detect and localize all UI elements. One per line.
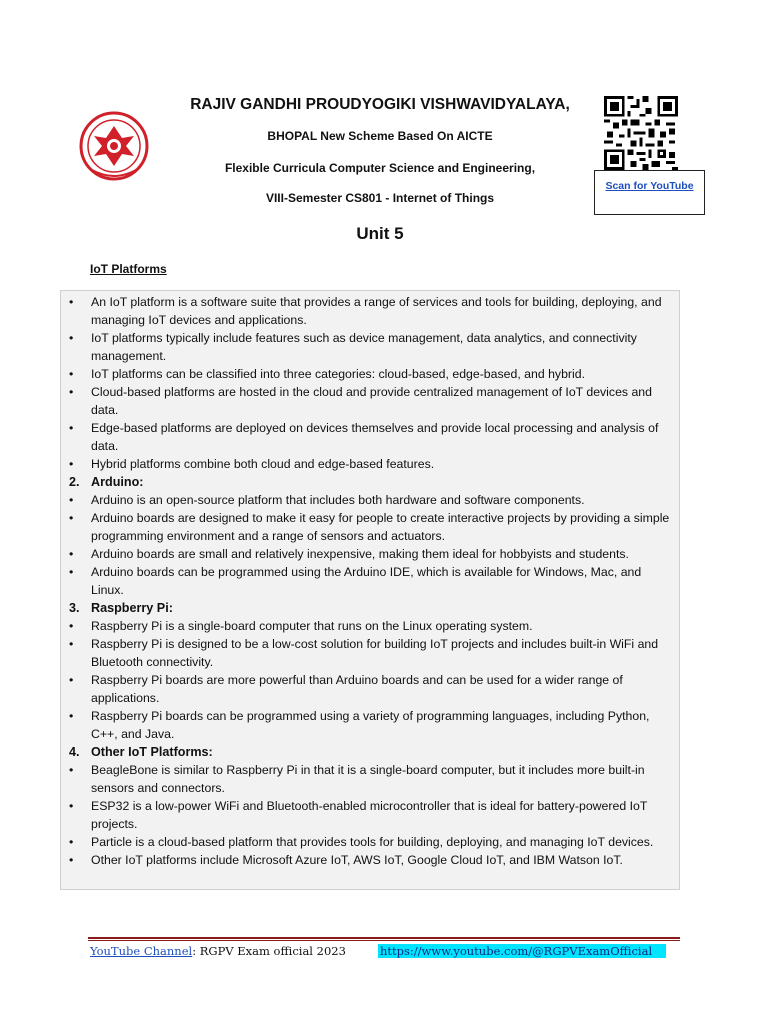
bullet-marker: • bbox=[69, 421, 74, 435]
qr-caption-box bbox=[594, 170, 705, 215]
item-text: ESP32 is a low-power WiFi and Bluetooth-enabled microcontroller that is ideal for battery-powered IoT projects. bbox=[91, 799, 648, 831]
list-item bbox=[61, 293, 679, 329]
university-name: RAJIV GANDHI PROUDYOGIKI VISHWAVIDYALAYA, bbox=[190, 96, 570, 113]
item-text: Other IoT platforms include Microsoft Azure IoT, AWS IoT, Google Cloud IoT, and IBM Watson IoT. bbox=[91, 853, 623, 867]
bullet-marker: • bbox=[69, 385, 74, 399]
bullet-marker: • bbox=[69, 331, 74, 345]
section-title: IoT Platforms bbox=[90, 262, 167, 276]
list-item bbox=[61, 383, 679, 419]
header-line-4: VIII-Semester CS801 - Internet of Things bbox=[265, 191, 495, 205]
bullet-marker: • bbox=[69, 295, 74, 309]
header-line-2: BHOPAL New Scheme Based On AICTE bbox=[267, 129, 493, 143]
scan-for-youtube-link[interactable]: Scan for YouTube bbox=[605, 180, 694, 192]
item-text: Other IoT Platforms: bbox=[91, 745, 213, 759]
unit-title: Unit 5 bbox=[356, 224, 404, 243]
bullet-marker: • bbox=[69, 493, 74, 507]
bullet-marker: • bbox=[69, 799, 74, 813]
bullet-marker: • bbox=[69, 709, 74, 723]
list-item bbox=[61, 365, 679, 383]
list-item bbox=[61, 419, 679, 455]
footer-channel bbox=[90, 944, 346, 958]
list-item bbox=[61, 455, 679, 473]
list-item bbox=[61, 491, 679, 509]
item-text: Raspberry Pi boards can be programmed using a variety of programming languages, including Python, C++, and Java. bbox=[91, 709, 650, 741]
item-text: Arduino boards can be programmed using the Arduino IDE, which is available for Windows, Mac, and Linux. bbox=[91, 565, 642, 597]
bullet-marker: • bbox=[69, 565, 74, 579]
item-text: Raspberry Pi is a single-board computer that runs on the Linux operating system. bbox=[91, 619, 533, 633]
bullet-marker: • bbox=[69, 835, 74, 849]
list-item bbox=[61, 671, 679, 707]
item-text: Particle is a cloud-based platform that provides tools for building, deploying, and managing IoT devices. bbox=[91, 835, 654, 849]
item-text: BeagleBone is similar to Raspberry Pi in that it is a single-board computer, but it includes more built-in sensors and connectors. bbox=[91, 763, 645, 795]
heading-number: 4. bbox=[69, 745, 80, 759]
list-item bbox=[61, 617, 679, 635]
item-text: An IoT platform is a software suite that provides a range of services and tools for building, deploying, and managing IoT devices and applications. bbox=[91, 295, 662, 327]
bullet-marker: • bbox=[69, 511, 74, 525]
bullet-marker: • bbox=[69, 853, 74, 867]
item-text: Cloud-based platforms are hosted in the cloud and provide centralized management of IoT devices and data. bbox=[91, 385, 652, 417]
heading-number: 2. bbox=[69, 475, 80, 489]
list-item bbox=[61, 707, 679, 743]
list-item bbox=[61, 797, 679, 833]
list-item bbox=[61, 563, 679, 599]
university-logo bbox=[78, 108, 150, 184]
bullet-marker: • bbox=[69, 619, 74, 633]
bullet-marker: • bbox=[69, 763, 74, 777]
header-line-3: Flexible Curricula Computer Science and Engineering, bbox=[224, 161, 536, 175]
item-text: Raspberry Pi is designed to be a low-cost solution for building IoT projects and includes built-in WiFi and Bluetooth connectivity. bbox=[91, 637, 659, 669]
bullet-marker: • bbox=[69, 547, 74, 561]
item-text: Arduino boards are small and relatively inexpensive, making them ideal for hobbyists and students. bbox=[91, 547, 629, 561]
bullet-marker: • bbox=[69, 673, 74, 687]
content-box bbox=[60, 290, 680, 890]
item-text: Edge-based platforms are deployed on devices themselves and provide local processing and analysis of data. bbox=[91, 421, 659, 453]
list-item bbox=[61, 833, 679, 851]
list-item bbox=[61, 329, 679, 365]
list-item bbox=[61, 635, 679, 671]
item-text: Hybrid platforms combine both cloud and edge-based features. bbox=[91, 457, 435, 471]
footer-rule bbox=[88, 937, 680, 939]
list-item bbox=[61, 761, 679, 797]
item-text: Arduino boards are designed to make it easy for people to create interactive projects by providing a simple programming environment and a range of sensors and actuators. bbox=[91, 511, 670, 543]
bullet-marker: • bbox=[69, 367, 74, 381]
qr-code[interactable] bbox=[604, 96, 678, 170]
list-item bbox=[61, 851, 679, 869]
bullet-marker: • bbox=[69, 457, 74, 471]
footer-rule-thin bbox=[88, 940, 680, 941]
bullet-marker: • bbox=[69, 637, 74, 651]
item-text: Raspberry Pi boards are more powerful than Arduino boards and can be used for a wider range of applications. bbox=[91, 673, 623, 705]
youtube-url-link[interactable]: https://www.youtube.com/@RGPVExamOfficial bbox=[378, 944, 666, 958]
list-heading bbox=[61, 599, 679, 617]
item-text: Arduino: bbox=[91, 475, 144, 489]
item-text: IoT platforms can be classified into three categories: cloud-based, edge-based, and hybrid. bbox=[91, 367, 585, 381]
item-text: IoT platforms typically include features such as device management, data analytics, and connectivity management. bbox=[91, 331, 637, 363]
item-text: Arduino is an open-source platform that includes both hardware and software components. bbox=[91, 493, 585, 507]
youtube-channel-link[interactable]: YouTube Channel bbox=[90, 944, 193, 958]
list-item bbox=[61, 509, 679, 545]
heading-number: 3. bbox=[69, 601, 80, 615]
item-text: Raspberry Pi: bbox=[91, 601, 173, 615]
channel-name: : RGPV Exam official 2023 bbox=[192, 944, 346, 958]
list-item bbox=[61, 545, 679, 563]
list-heading bbox=[61, 743, 679, 761]
list-heading bbox=[61, 473, 679, 491]
